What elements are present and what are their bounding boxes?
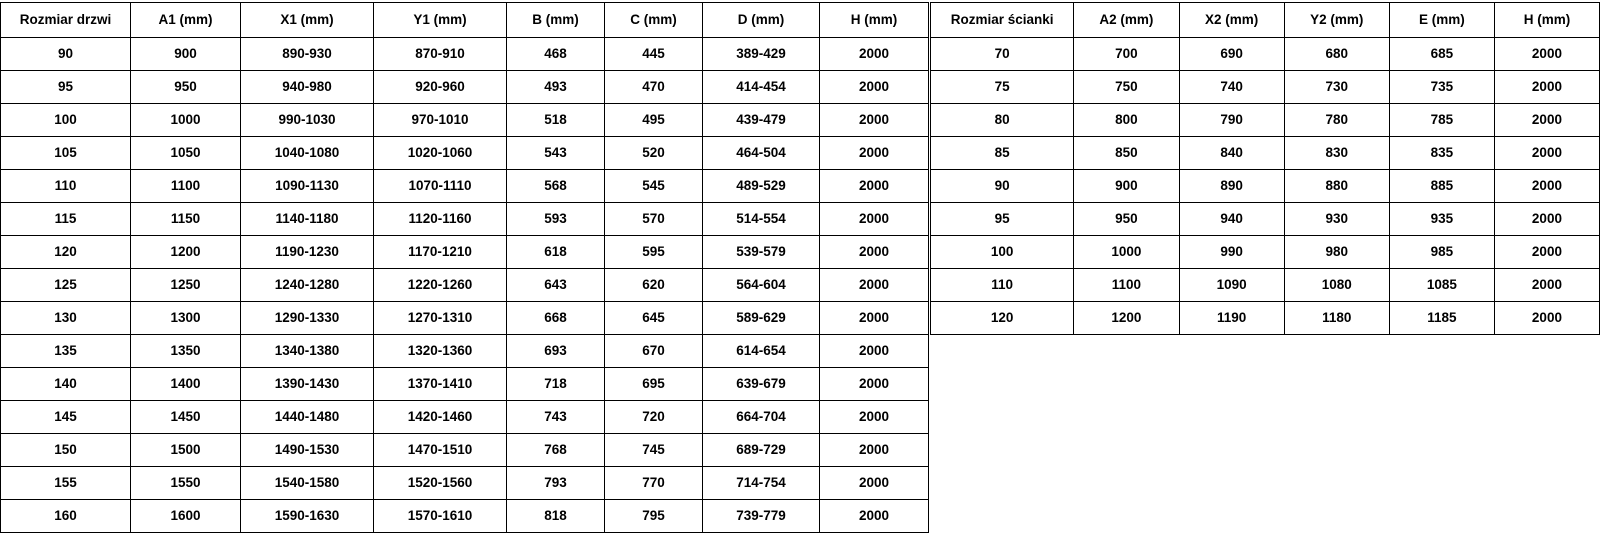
table-cell: 793 [507,467,605,500]
table-cell: 80 [931,104,1074,137]
table-cell: 2000 [820,203,929,236]
table-cell: 2000 [1494,170,1599,203]
walls-table-container [930,2,1600,335]
table-row [1,401,929,434]
doors-table-head [1,3,929,38]
table-cell: 1150 [131,203,241,236]
table-cell: 1600 [131,500,241,533]
table-cell: 1500 [131,434,241,467]
table-cell: 1440-1480 [241,401,374,434]
table-cell: 105 [1,137,131,170]
table-cell: 2000 [820,302,929,335]
column-header: Rozmiar drzwi [1,3,131,38]
table-row [1,236,929,269]
column-header: A1 (mm) [131,3,241,38]
table-cell: 1080 [1284,269,1389,302]
table-cell: 100 [931,236,1074,269]
table-cell: 1090 [1179,269,1284,302]
table-cell: 414-454 [703,71,820,104]
table-cell: 830 [1284,137,1389,170]
table-cell: 2000 [820,401,929,434]
table-cell: 780 [1284,104,1389,137]
table-cell: 1000 [131,104,241,137]
table-cell: 1070-1110 [374,170,507,203]
table-cell: 90 [1,38,131,71]
table-cell: 880 [1284,170,1389,203]
table-row [1,71,929,104]
table-cell: 125 [1,269,131,302]
doors-table-container [0,2,929,533]
table-cell: 1000 [1074,236,1179,269]
table-cell: 1520-1560 [374,467,507,500]
table-cell: 1400 [131,368,241,401]
column-header: Y1 (mm) [374,3,507,38]
table-cell: 770 [605,467,703,500]
table-cell: 2000 [1494,269,1599,302]
table-cell: 2000 [820,236,929,269]
table-cell: 1420-1460 [374,401,507,434]
table-row [1,500,929,533]
table-cell: 670 [605,335,703,368]
table-cell: 1450 [131,401,241,434]
table-cell: 1240-1280 [241,269,374,302]
table-cell: 1320-1360 [374,335,507,368]
table-cell: 514-554 [703,203,820,236]
table-cell: 768 [507,434,605,467]
table-cell: 714-754 [703,467,820,500]
table-cell: 1100 [1074,269,1179,302]
table-cell: 135 [1,335,131,368]
table-cell: 2000 [820,38,929,71]
table-row [1,170,929,203]
table-cell: 589-629 [703,302,820,335]
table-cell: 2000 [820,269,929,302]
table-cell: 990-1030 [241,104,374,137]
table-cell: 2000 [1494,71,1599,104]
table-row [1,467,929,500]
column-header: Y2 (mm) [1284,3,1389,38]
table-row [1,104,929,137]
table-cell: 570 [605,203,703,236]
table-cell: 145 [1,401,131,434]
table-row [1,434,929,467]
table-cell: 1470-1510 [374,434,507,467]
table-cell: 1120-1160 [374,203,507,236]
table-cell: 1350 [131,335,241,368]
table-cell: 900 [1074,170,1179,203]
table-row [1,203,929,236]
table-cell: 1050 [131,137,241,170]
table-cell: 785 [1389,104,1494,137]
table-row [931,71,1600,104]
doors-dimensions-table [0,2,929,533]
table-cell: 645 [605,302,703,335]
column-header: C (mm) [605,3,703,38]
table-cell: 70 [931,38,1074,71]
table-cell: 614-654 [703,335,820,368]
table-cell: 2000 [820,434,929,467]
table-cell: 2000 [1494,302,1599,335]
table-row [931,38,1600,71]
table-cell: 470 [605,71,703,104]
table-cell: 2000 [820,104,929,137]
table-cell: 1200 [131,236,241,269]
column-header: X1 (mm) [241,3,374,38]
table-cell: 695 [605,368,703,401]
table-cell: 795 [605,500,703,533]
table-cell: 790 [1179,104,1284,137]
table-cell: 1140-1180 [241,203,374,236]
table-cell: 520 [605,137,703,170]
table-row [1,137,929,170]
table-cell: 150 [1,434,131,467]
table-cell: 1490-1530 [241,434,374,467]
table-cell: 130 [1,302,131,335]
table-cell: 539-579 [703,236,820,269]
table-cell: 389-429 [703,38,820,71]
table-cell: 740 [1179,71,1284,104]
table-cell: 518 [507,104,605,137]
table-cell: 2000 [820,137,929,170]
column-header: H (mm) [820,3,929,38]
table-header-row [1,3,929,38]
table-cell: 464-504 [703,137,820,170]
table-cell: 90 [931,170,1074,203]
table-cell: 1300 [131,302,241,335]
table-row [931,104,1600,137]
table-cell: 643 [507,269,605,302]
table-cell: 680 [1284,38,1389,71]
table-cell: 1250 [131,269,241,302]
table-cell: 2000 [820,368,929,401]
column-header: H (mm) [1494,3,1599,38]
table-cell: 639-679 [703,368,820,401]
table-cell: 668 [507,302,605,335]
table-cell: 1370-1410 [374,368,507,401]
table-row [931,236,1600,269]
table-cell: 970-1010 [374,104,507,137]
table-cell: 1100 [131,170,241,203]
table-cell: 990 [1179,236,1284,269]
table-cell: 618 [507,236,605,269]
table-cell: 980 [1284,236,1389,269]
table-row [931,137,1600,170]
table-cell: 720 [605,401,703,434]
table-cell: 693 [507,335,605,368]
column-header: Rozmiar ścianki [931,3,1074,38]
table-cell: 1185 [1389,302,1494,335]
table-cell: 885 [1389,170,1494,203]
table-cell: 1340-1380 [241,335,374,368]
table-cell: 1590-1630 [241,500,374,533]
table-cell: 100 [1,104,131,137]
table-cell: 730 [1284,71,1389,104]
table-cell: 160 [1,500,131,533]
table-cell: 890 [1179,170,1284,203]
table-cell: 1020-1060 [374,137,507,170]
table-cell: 700 [1074,38,1179,71]
table-cell: 689-729 [703,434,820,467]
table-cell: 2000 [1494,104,1599,137]
table-cell: 568 [507,170,605,203]
table-cell: 870-910 [374,38,507,71]
table-cell: 2000 [1494,203,1599,236]
walls-table-head [931,3,1600,38]
table-cell: 835 [1389,137,1494,170]
table-cell: 985 [1389,236,1494,269]
table-cell: 1270-1310 [374,302,507,335]
table-cell: 2000 [820,170,929,203]
table-cell: 110 [1,170,131,203]
table-cell: 940-980 [241,71,374,104]
table-cell: 1200 [1074,302,1179,335]
table-cell: 743 [507,401,605,434]
walls-dimensions-table [930,2,1600,335]
table-cell: 935 [1389,203,1494,236]
table-cell: 818 [507,500,605,533]
table-cell: 1570-1610 [374,500,507,533]
table-cell: 468 [507,38,605,71]
table-cell: 850 [1074,137,1179,170]
table-cell: 2000 [1494,236,1599,269]
table-cell: 595 [605,236,703,269]
table-row [1,368,929,401]
column-header: X2 (mm) [1179,3,1284,38]
table-cell: 2000 [820,71,929,104]
table-cell: 930 [1284,203,1389,236]
table-cell: 439-479 [703,104,820,137]
table-cell: 690 [1179,38,1284,71]
table-cell: 75 [931,71,1074,104]
table-cell: 1180 [1284,302,1389,335]
table-cell: 95 [1,71,131,104]
table-cell: 95 [931,203,1074,236]
table-cell: 840 [1179,137,1284,170]
table-cell: 1170-1210 [374,236,507,269]
walls-table-body [931,38,1600,335]
table-cell: 2000 [820,500,929,533]
table-cell: 445 [605,38,703,71]
doors-table-body [1,38,929,533]
table-cell: 489-529 [703,170,820,203]
table-row [1,335,929,368]
table-cell: 664-704 [703,401,820,434]
table-cell: 1190 [1179,302,1284,335]
table-cell: 739-779 [703,500,820,533]
table-cell: 1540-1580 [241,467,374,500]
table-cell: 593 [507,203,605,236]
table-cell: 920-960 [374,71,507,104]
column-header: B (mm) [507,3,605,38]
table-cell: 1190-1230 [241,236,374,269]
table-cell: 2000 [820,467,929,500]
table-cell: 564-604 [703,269,820,302]
table-cell: 495 [605,104,703,137]
table-header-row [931,3,1600,38]
table-cell: 950 [131,71,241,104]
column-header: A2 (mm) [1074,3,1179,38]
table-cell: 1085 [1389,269,1494,302]
table-cell: 620 [605,269,703,302]
table-cell: 2000 [1494,38,1599,71]
table-cell: 940 [1179,203,1284,236]
table-row [931,269,1600,302]
table-cell: 685 [1389,38,1494,71]
table-cell: 950 [1074,203,1179,236]
table-cell: 2000 [1494,137,1599,170]
table-cell: 745 [605,434,703,467]
table-cell: 85 [931,137,1074,170]
table-cell: 493 [507,71,605,104]
table-cell: 890-930 [241,38,374,71]
table-cell: 1040-1080 [241,137,374,170]
table-row [1,38,929,71]
table-cell: 718 [507,368,605,401]
table-cell: 2000 [820,335,929,368]
table-cell: 800 [1074,104,1179,137]
table-cell: 1290-1330 [241,302,374,335]
column-header: D (mm) [703,3,820,38]
table-cell: 543 [507,137,605,170]
table-cell: 1390-1430 [241,368,374,401]
table-cell: 155 [1,467,131,500]
table-cell: 545 [605,170,703,203]
table-row [1,269,929,302]
table-row [931,203,1600,236]
table-cell: 1090-1130 [241,170,374,203]
table-cell: 110 [931,269,1074,302]
table-cell: 120 [931,302,1074,335]
table-cell: 900 [131,38,241,71]
table-cell: 115 [1,203,131,236]
table-row [1,302,929,335]
column-header: E (mm) [1389,3,1494,38]
table-row [931,302,1600,335]
table-cell: 140 [1,368,131,401]
table-cell: 120 [1,236,131,269]
table-cell: 1220-1260 [374,269,507,302]
table-cell: 1550 [131,467,241,500]
table-row [931,170,1600,203]
table-cell: 735 [1389,71,1494,104]
table-cell: 750 [1074,71,1179,104]
